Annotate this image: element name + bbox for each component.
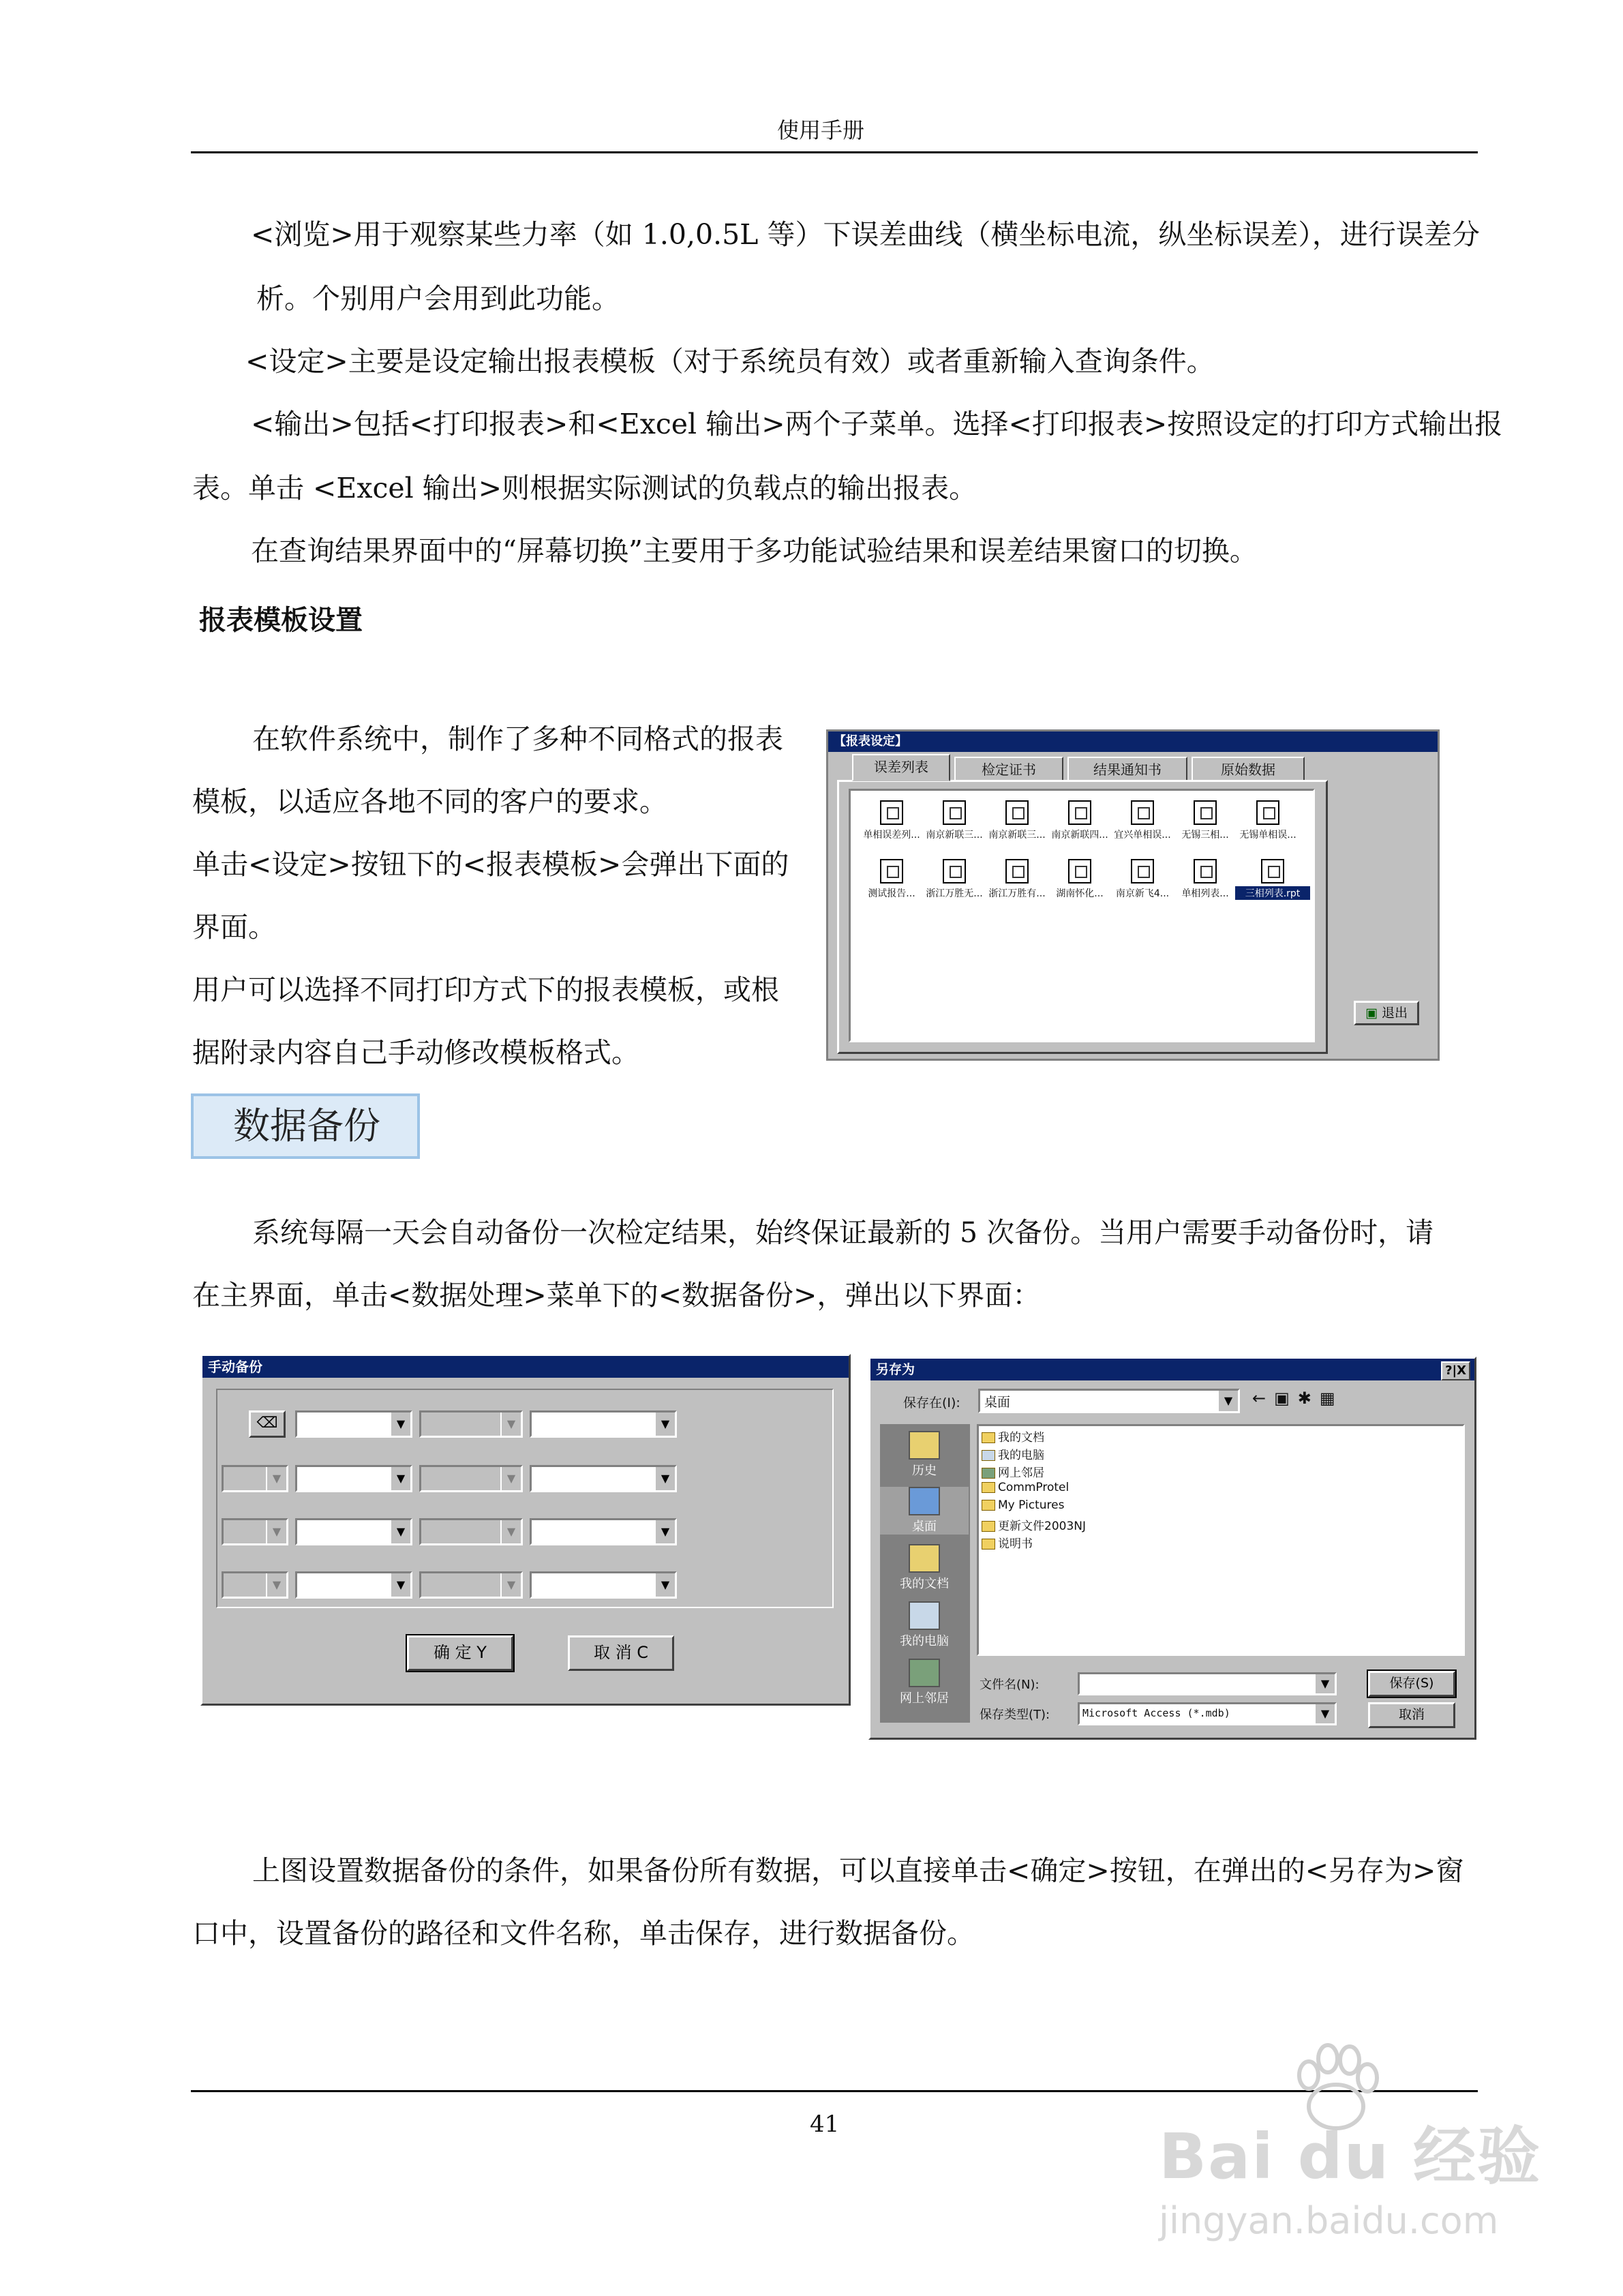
dropdown-arrow-icon: ▼ bbox=[500, 1520, 521, 1543]
template-paragraph-line6: 据附录内容自己手动修改模板格式。 bbox=[192, 1036, 639, 1069]
places-network[interactable]: 网上邻居 bbox=[880, 1659, 969, 1706]
view-menu-icon[interactable]: ▦ bbox=[1319, 1389, 1344, 1408]
tab-result-notice[interactable]: 结果通知书 bbox=[1067, 757, 1187, 781]
baidu-watermark-url: jingyan.baidu.com bbox=[1159, 2199, 1499, 2242]
dropdown-arrow-icon: ▼ bbox=[266, 1467, 286, 1490]
after-paragraph-line1: 上图设置数据备份的条件，如果备份所有数据，可以直接单击<确定>按钮，在弹出的<另存为>窗 bbox=[252, 1854, 1464, 1887]
dropdown-arrow-icon: ▼ bbox=[500, 1573, 521, 1597]
backup-condition-combo[interactable] bbox=[295, 1571, 412, 1599]
template-paragraph-line4: 界面。 bbox=[192, 911, 276, 943]
after-paragraph-line2: 口中，设置备份的路径和文件名称，单击保存，进行数据备份。 bbox=[192, 1917, 975, 1950]
up-folder-icon[interactable]: ▣ bbox=[1274, 1389, 1298, 1408]
backup-condition-combo[interactable] bbox=[295, 1410, 412, 1438]
backup-condition-combo[interactable] bbox=[530, 1410, 677, 1438]
places-history[interactable]: 历史 bbox=[880, 1431, 969, 1479]
dropdown-arrow-icon: ▼ bbox=[266, 1573, 286, 1597]
computer-icon bbox=[982, 1450, 995, 1461]
folder-icon bbox=[982, 1521, 995, 1532]
exit-door-icon: ▣ bbox=[1365, 1006, 1378, 1021]
save-as-titlebar bbox=[870, 1359, 1474, 1380]
tab-error-list[interactable]: 误差列表 bbox=[852, 754, 950, 781]
new-folder-icon[interactable]: ✱ bbox=[1297, 1389, 1320, 1408]
places-bar bbox=[880, 1424, 970, 1723]
backup-condition-combo[interactable] bbox=[222, 1465, 288, 1492]
dropdown-arrow-icon: ▼ bbox=[390, 1573, 410, 1597]
saveas-cancel-button[interactable]: 取消 bbox=[1368, 1702, 1455, 1728]
folder-icon bbox=[982, 1539, 995, 1550]
switch-paragraph: 在查询结果界面中的“屏幕切换”主要用于多功能试验结果和误差结果窗口的切换。 bbox=[251, 534, 1258, 567]
file-item[interactable]: 更新文件2003NJ bbox=[982, 1516, 1086, 1533]
dropdown-arrow-icon: ▼ bbox=[266, 1520, 286, 1543]
backup-condition-combo[interactable] bbox=[295, 1465, 412, 1492]
file-item[interactable]: 我的文档 bbox=[982, 1428, 1044, 1445]
report-file-icon bbox=[1005, 800, 1029, 825]
places-desktop[interactable]: 桌面 bbox=[880, 1487, 969, 1535]
eraser-button[interactable] bbox=[249, 1410, 286, 1438]
dropdown-arrow-icon: ▼ bbox=[390, 1413, 410, 1436]
desktop-icon bbox=[909, 1487, 940, 1515]
template-paragraph-line5: 用户可以选择不同打印方式下的报表模板，或根 bbox=[192, 973, 779, 1006]
file-item[interactable]: My Pictures bbox=[982, 1498, 1064, 1512]
places-my-computer[interactable]: 我的电脑 bbox=[880, 1601, 969, 1649]
places-my-documents[interactable]: 我的文档 bbox=[880, 1544, 969, 1592]
report-file-item[interactable]: 宜兴单相误... bbox=[1110, 800, 1175, 841]
network-icon bbox=[909, 1659, 940, 1687]
backup-condition-combo[interactable] bbox=[530, 1465, 677, 1492]
report-file-item[interactable]: 无锡单相误... bbox=[1235, 800, 1301, 841]
browse-paragraph-line1: <浏览>用于观察某些力率（如 1.0,0.5L 等）下误差曲线（横坐标电流，纵坐标误差），进行误差分 bbox=[251, 218, 1480, 251]
tab-certificate[interactable]: 检定证书 bbox=[954, 757, 1063, 781]
folder-icon bbox=[982, 1500, 995, 1511]
manual-backup-titlebar: 手动备份 bbox=[202, 1356, 849, 1378]
folder-icon bbox=[982, 1432, 995, 1443]
report-file-icon bbox=[1261, 859, 1284, 883]
file-item[interactable]: 我的电脑 bbox=[982, 1445, 1044, 1462]
report-file-item[interactable]: 单相误差列... bbox=[859, 800, 924, 841]
filename-input[interactable] bbox=[1078, 1672, 1337, 1695]
backup-condition-combo[interactable] bbox=[419, 1465, 523, 1492]
report-file-item[interactable]: 南京新联四... bbox=[1047, 800, 1112, 841]
save-button[interactable]: 保存(S) bbox=[1368, 1671, 1455, 1697]
template-heading: 报表模板设置 bbox=[199, 605, 363, 636]
report-file-item[interactable]: 南京新飞4... bbox=[1110, 859, 1175, 900]
report-file-item[interactable]: 南京新联三... bbox=[922, 800, 987, 841]
report-tab-panel bbox=[837, 780, 1328, 1054]
settings-paragraph: <设定>主要是设定输出报表模板（对于系统员有效）或者重新输入查询条件。 bbox=[245, 345, 1215, 378]
exit-button[interactable]: ▣ 退出 bbox=[1354, 1001, 1419, 1025]
header-rule bbox=[191, 151, 1478, 153]
report-file-icon bbox=[1068, 859, 1091, 883]
backup-condition-combo[interactable] bbox=[222, 1571, 288, 1599]
backup-condition-combo[interactable] bbox=[419, 1410, 523, 1438]
dropdown-arrow-icon: ▼ bbox=[1314, 1704, 1335, 1723]
template-paragraph-line1: 在软件系统中，制作了多种不同格式的报表 bbox=[252, 723, 783, 755]
history-icon bbox=[909, 1431, 940, 1460]
report-file-icon bbox=[1256, 800, 1279, 825]
backup-condition-combo[interactable] bbox=[419, 1518, 523, 1545]
running-header: 使用手册 bbox=[777, 117, 865, 143]
report-file-item[interactable]: 测试报告... bbox=[859, 859, 924, 900]
template-paragraph-line3: 单击<设定>按钮下的<报表模板>会弹出下面的 bbox=[192, 848, 789, 881]
dropdown-arrow-icon: ▼ bbox=[654, 1413, 675, 1436]
help-close-icon[interactable]: ?|X bbox=[1441, 1361, 1470, 1380]
template-paragraph-line2: 模板，以适应各地不同的客户的要求。 bbox=[192, 785, 667, 818]
output-paragraph-line1: <输出>包括<打印报表>和<Excel 输出>两个子菜单。选择<打印报表>按照设定的打印方式输出报 bbox=[251, 408, 1503, 440]
report-file-item-selected[interactable]: 三相列表.rpt bbox=[1235, 859, 1310, 900]
back-icon[interactable]: ← bbox=[1252, 1389, 1275, 1408]
save-file-list bbox=[977, 1424, 1465, 1656]
filetype-label: 保存类型(T): bbox=[980, 1708, 1050, 1722]
report-window-titlebar: 【报表设定】 bbox=[828, 731, 1438, 752]
dropdown-arrow-icon: ▼ bbox=[654, 1573, 675, 1597]
report-file-item[interactable]: 湖南怀化... bbox=[1047, 859, 1112, 900]
output-paragraph-line2: 表。单击 <Excel 输出>则根据实际测试的负载点的输出报表。 bbox=[192, 472, 977, 504]
file-item[interactable]: CommProtel bbox=[982, 1481, 1069, 1494]
report-file-icon bbox=[1005, 859, 1029, 883]
backup-condition-combo[interactable] bbox=[530, 1518, 677, 1545]
save-as-title: 另存为 bbox=[876, 1362, 915, 1377]
save-in-value: 桌面 bbox=[984, 1395, 1011, 1410]
report-file-icon bbox=[943, 800, 966, 825]
dropdown-arrow-icon: ▼ bbox=[1217, 1391, 1238, 1411]
report-file-item[interactable]: 浙江万胜有... bbox=[984, 859, 1050, 900]
report-file-icon bbox=[1194, 859, 1217, 883]
browse-paragraph-line2: 析。个别用户会用到此功能。 bbox=[256, 282, 620, 315]
dropdown-arrow-icon: ▼ bbox=[390, 1520, 410, 1543]
my-documents-icon bbox=[909, 1544, 940, 1573]
report-file-icon bbox=[1068, 800, 1091, 825]
report-file-item[interactable]: 浙江万胜无... bbox=[922, 859, 987, 900]
save-as-window bbox=[868, 1357, 1476, 1740]
section-title-data-backup: 数据备份 bbox=[191, 1093, 420, 1159]
my-computer-icon bbox=[909, 1601, 940, 1630]
backup-paragraph-line2: 在主界面，单击<数据处理>菜单下的<数据备份>，弹出以下界面： bbox=[192, 1279, 1041, 1312]
dropdown-arrow-icon: ▼ bbox=[1314, 1674, 1335, 1693]
filetype-value: Microsoft Access (*.mdb) bbox=[1082, 1707, 1230, 1719]
page-number: 41 bbox=[810, 2111, 840, 2138]
report-file-icon bbox=[880, 800, 903, 825]
report-file-icon bbox=[880, 859, 903, 883]
folder-icon bbox=[982, 1482, 995, 1493]
dropdown-arrow-icon: ▼ bbox=[654, 1520, 675, 1543]
eraser-icon: ⌫ bbox=[256, 1415, 278, 1432]
cancel-button[interactable]: 取 消 C bbox=[568, 1635, 674, 1671]
report-file-icon bbox=[1194, 800, 1217, 825]
ok-button[interactable]: 确 定 Y bbox=[407, 1635, 513, 1671]
dropdown-arrow-icon: ▼ bbox=[500, 1467, 521, 1490]
report-file-icon bbox=[1131, 800, 1154, 825]
report-file-icon bbox=[1131, 859, 1154, 883]
save-in-combo[interactable] bbox=[978, 1389, 1240, 1413]
backup-condition-combo[interactable] bbox=[295, 1518, 412, 1545]
backup-paragraph-line1: 系统每隔一天会自动备份一次检定结果，始终保证最新的 5 次备份。当用户需要手动备份时，请 bbox=[252, 1216, 1434, 1249]
manual-backup-window bbox=[200, 1354, 851, 1706]
tab-raw-data[interactable]: 原始数据 bbox=[1192, 757, 1305, 781]
baidu-watermark-brand: Bai du 经验 bbox=[1159, 2120, 1542, 2193]
report-file-item[interactable]: 南京新联三... bbox=[984, 800, 1050, 841]
save-in-label: 保存在(I): bbox=[903, 1395, 960, 1410]
file-item[interactable]: 网上邻居 bbox=[982, 1463, 1044, 1480]
backup-condition-combo[interactable] bbox=[530, 1571, 677, 1599]
dropdown-arrow-icon: ▼ bbox=[654, 1467, 675, 1490]
filename-label: 文件名(N): bbox=[980, 1678, 1040, 1692]
dropdown-arrow-icon: ▼ bbox=[500, 1413, 521, 1436]
report-file-item[interactable]: 单相列表... bbox=[1172, 859, 1238, 900]
report-file-item[interactable]: 无锡三相... bbox=[1172, 800, 1238, 841]
filetype-select[interactable] bbox=[1078, 1702, 1337, 1725]
dropdown-arrow-icon: ▼ bbox=[390, 1467, 410, 1490]
backup-condition-combo[interactable] bbox=[222, 1518, 288, 1545]
backup-condition-combo[interactable] bbox=[419, 1571, 523, 1599]
file-item[interactable]: 说明书 bbox=[982, 1534, 1033, 1551]
report-file-list bbox=[849, 789, 1315, 1042]
toolbar-icons bbox=[1252, 1389, 1344, 1408]
report-file-icon bbox=[943, 859, 966, 883]
network-icon bbox=[982, 1468, 995, 1479]
